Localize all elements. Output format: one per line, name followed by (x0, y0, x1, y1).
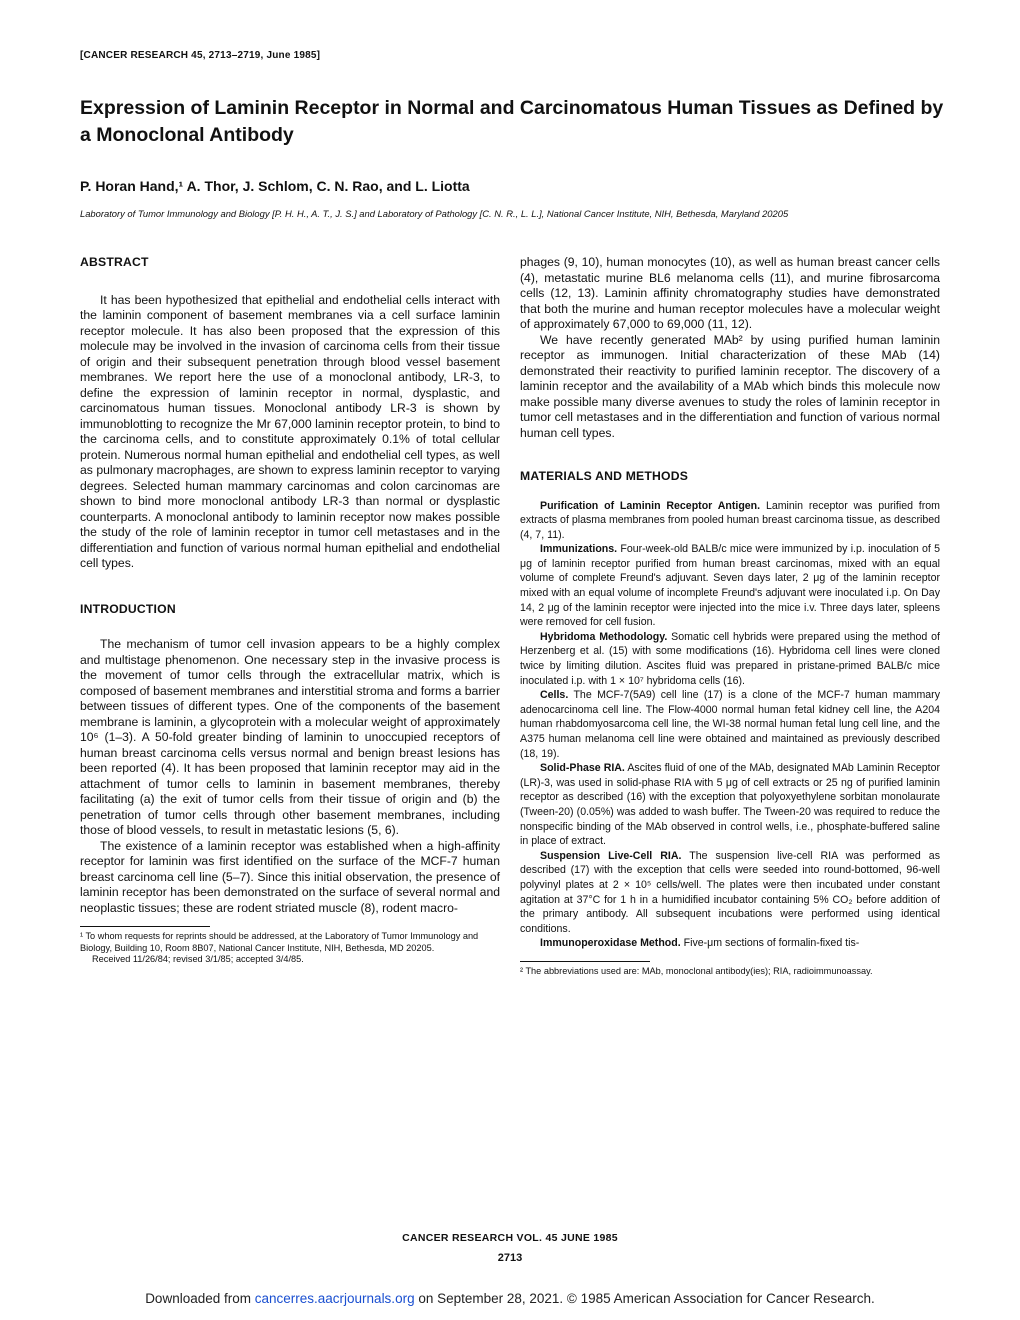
methods-item-text: Laminin receptor was purified from extracts of plasma membranes from pooled human breast carcinoma tissue, as described (4, 7, 11). (520, 499, 940, 541)
methods-item (520, 542, 940, 630)
methods-item-text: The MCF-7(5A9) cell line (17) is a clone of the MCF-7 human mammary adenocarcinoma cell line. The Flow-4000 normal human fetal kidney cell line, the A204 human rhabdomyosarcoma cell line, the WI-38 normal human fetal lung cell line, and the A375 human melanoma cell line were obtained and maintained as previously described (18, 19). (520, 689, 940, 760)
abstract-heading: ABSTRACT (80, 255, 149, 269)
journal-citation: [CANCER RESEARCH 45, 2713–2719, June 1985] (80, 50, 321, 61)
intro-paragraph-4: We have recently generated MAb² by using purified human laminin receptor as immunogen. Initial characterization of these MAb (14) demonstrated their reactivity to purified laminin receptor. The discovery of a laminin receptor and the availability of a MAb which binds this molecule now make possible many diverse avenues to study the roles of laminin receptor in tumor cell metastases and in the differentiation and function of various normal human cell types. (520, 332, 940, 440)
methods-item-text: Five-μm sections of formalin-fixed tis- (680, 937, 860, 950)
methods-item-title: Suspension Live-Cell RIA. (540, 849, 682, 862)
methods-item-title: Hybridoma Methodology. (540, 630, 668, 643)
intro-paragraph-3: phages (9, 10), human monocytes (10), as well as human breast cancer cells (4), metastatic murine BL6 melanoma cells (11), and murine fibrosarcoma cells (12, 13). Laminin affinity chromatography studies have demonstrated that both the murine and human receptor molecules have a molecular weight of approximately 67,000 to 69,000 (11, 12). (520, 255, 940, 331)
methods-item-text: Ascites fluid of one of the MAb, designated MAb Laminin Receptor (LR)-3, was used in solid-phase RIA with 5 μg of cell extracts or 25 ng of purified laminin receptor as described (16) with the exception that polyoxyethylene sorbitan monolaurate (Tween-20) (0.05%) was added to wash buffer. The Tween-20 was required to reduce the nonspecific binding of the MAb observed in control wells, i.e., phosphate-buffered saline in place of extract. (520, 762, 941, 848)
methods-item-text: The suspension live-cell RIA was performed as described (17) with the exception that cells were seeded into round-bottomed, 96-well polyvinyl plates at 2 × 10⁵ cells/well. The plates were then incubated under constant agitation at 37°C for 1 h in a humidified incubator containing 5% CO₂ before addition of the primary antibody. All subsequent incubations were performed using identical conditions. (520, 849, 940, 935)
abstract-text: It has been hypothesized that epithelial and endothelial cells interact with the laminin component of basement membranes via a cell surface laminin receptor molecule. It has also been proposed that the expression of this molecule may be involved in the invasion of carcinoma cells from their tissue of origin and their subsequent penetration through blood vessel basement membranes. We report here the use of a monoclonal antibody, LR-3, to define the expression of laminin receptor in normal, dysplastic, and carcinomatous human tissues. Monoclonal antibody LR-3 is shown by immunoblotting to recognize the Mr 67,000 laminin receptor protein, to bind to the carcinoma cells, and to constitute approximately 0.1% of total cellular protein. Numerous normal human epithelial and endothelial cell types, as well as pulmonary macrophages, are shown to express laminin receptor to varying degrees. Selected human mammary carcinomas and colon carcinomas are shown to bind more monoclonal antibody LR-3 than normal or dysplastic counterparts. A monoclonal antibody to laminin receptor now makes possible the study of the role of laminin receptor in tumor cell metastases and in the differentiation and function of various normal human epithelial and endothelial cell types. (80, 292, 500, 570)
methods-heading: MATERIALS AND METHODS (520, 469, 689, 483)
methods-item (520, 688, 940, 761)
methods-item (520, 630, 940, 688)
page-number: 2713 (497, 1252, 523, 1264)
footnote-rule-right (520, 961, 650, 962)
author-list: P. Horan Hand,¹ A. Thor, J. Schlom, C. N. Rao, and L. Liotta (80, 178, 470, 194)
article-title: Expression of Laminin Receptor in Normal and Carcinomatous Human Tissues as Defined by a Monoclonal Antibody (80, 97, 944, 146)
left-column (80, 255, 500, 966)
methods-item-title: Immunoperoxidase Method. (540, 937, 681, 950)
footnote-2: ² The abbreviations used are: MAb, monoclonal antibody(ies); RIA, radioimmunoassay. (520, 965, 873, 976)
methods-item (520, 761, 940, 849)
intro-paragraph-2: The existence of a laminin receptor was established when a high-affinity receptor for laminin was first identified on the surface of the MCF-7 human breast carcinoma cell line (5–7). Since this initial observation, the presence of laminin receptor has been demonstrated on the surface of several normal and neoplastic tissues; these are rodent striated muscle (8), rodent macro- (80, 838, 500, 915)
download-link[interactable]: cancerres.aacrjournals.org (254, 1291, 415, 1306)
download-prefix: Downloaded from (145, 1291, 255, 1306)
methods-item-title: Immunizations. (540, 543, 618, 556)
affiliation: Laboratory of Tumor Immunology and Biology [P. H. H., A. T., J. S.] and Laboratory of Pathology [C. N. R., L. L.], National Cancer Institute, NIH, Bethesda, Maryland 20205 (80, 208, 789, 219)
methods-item-title: Purification of Laminin Receptor Antigen. (540, 499, 761, 512)
download-notice (0, 1291, 1020, 1307)
methods-list (520, 499, 940, 951)
intro-paragraph-1: The mechanism of tumor cell invasion appears to be a highly complex and multistage phenomenon. One necessary step in the invasive process is the movement of tumor cells through the extracellular matrix, which is composed of basement membranes and interstitial stroma and forms a barrier between tissues of different types. One of the components of the basement membrane is laminin, a glycoprotein with a molecular weight of approximately 10⁶ (1–3). A 50-fold greater binding of laminin to unoccupied receptors of human breast carcinoma cells versus normal and benign breast lesions has been reported (4). It has been proposed that laminin receptor may aid in the attachment of tumor cells to laminin in basement membranes, thereby facilitating (a) the exit of tumor cells from their tissue of origin and (b) the penetration of tumor cells through other basement membranes, including those of blood vessels, to result in metastatic lesions (5, 6). (80, 637, 500, 837)
methods-item-title: Solid-Phase RIA. (540, 762, 625, 775)
download-suffix: on September 28, 2021. © 1985 American Association for Cancer Research. (414, 1291, 875, 1306)
right-column (520, 255, 940, 977)
methods-item-text: Somatic cell hybrids were prepared using the method of Herzenberg et al. (15) with some modifications (16). Hybridoma cell lines were cloned twice by limiting dilution. Ascites fluid was prepared in pristane-primed BALB/c mice inoculated i.p. with 1 × 10⁷ hybridoma cells (16). (520, 630, 940, 687)
footnote-1: ¹ To whom requests for reprints should be addressed, at the Laboratory of Tumor Immunology and Biology, Building 10, Room 8B07, National Cancer Institute, NIH, Bethesda, MD 20205. (80, 931, 479, 953)
introduction-heading: INTRODUCTION (80, 601, 176, 616)
footer-journal-info: CANCER RESEARCH VOL. 45 JUNE 1985 (402, 1232, 618, 1244)
methods-item-text: Four-week-old BALB/c mice were immunized by i.p. inoculation of 5 μg of laminin receptor purified from human breast carcinomas, mixed with an equal volume of complete Freund's adjuvant. Seven days later, 2 μg of the laminin receptor mixed with an equal volume of incomplete Freund's adjuvant were inoculated i.p. On Day 14, 2 μg of the laminin receptor were injected into the mice i.v. Three days later, spleens were removed for cell fusion. (520, 543, 940, 629)
methods-item (520, 936, 940, 951)
received-dates: Received 11/26/84; revised 3/1/85; accepted 3/4/85. (92, 954, 304, 964)
footnote-rule (80, 926, 210, 927)
methods-item (520, 849, 940, 937)
methods-item (520, 499, 940, 543)
methods-item-title: Cells. (540, 689, 569, 702)
